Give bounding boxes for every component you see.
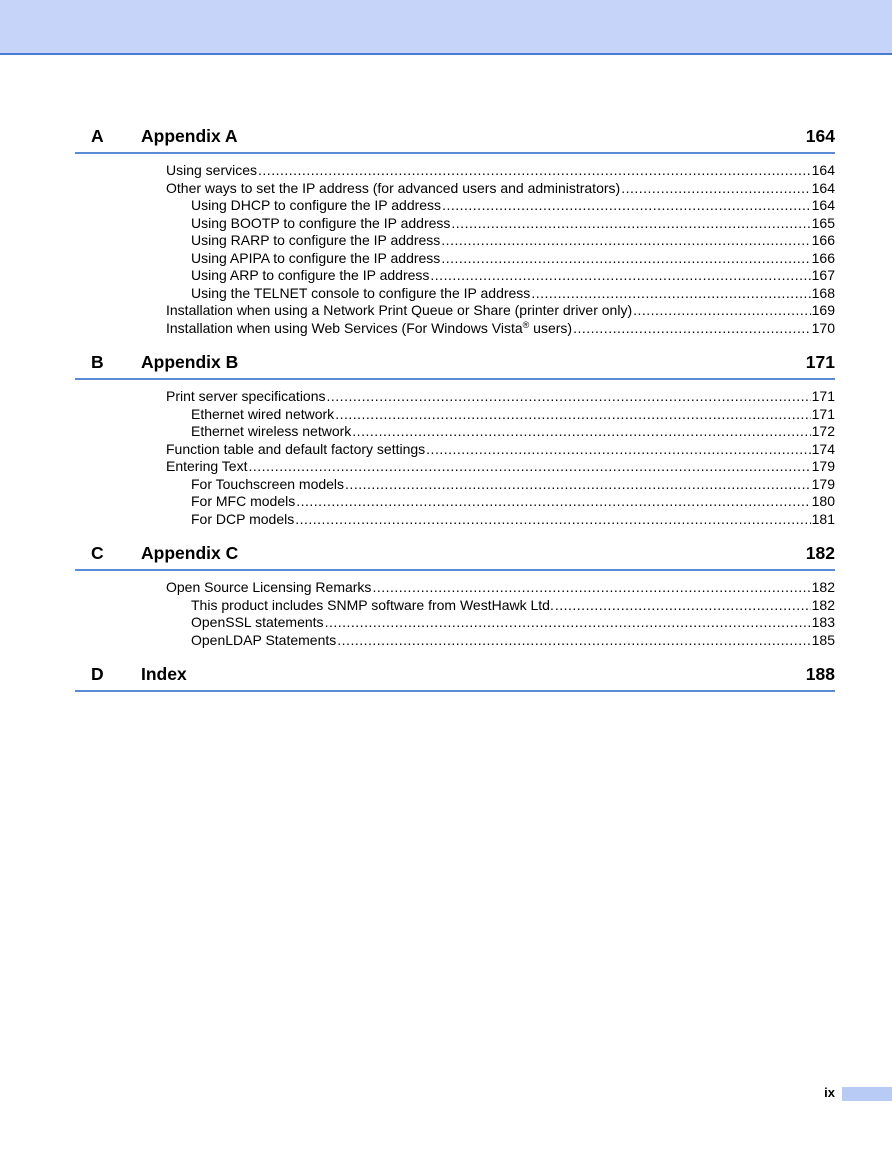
toc-entry[interactable] [75,180,835,198]
dot-leader [335,406,810,424]
toc-chapter [75,126,835,337]
entry-list [75,380,835,528]
entry-page: 165 [811,214,835,231]
toc-entry[interactable] [75,285,835,303]
dot-leader [337,632,810,650]
dot-leader [295,511,810,529]
entry-title-text: Installation when using a Network Print Queue or Share (printer driver only) [166,302,633,318]
entry-page: 164 [811,179,835,196]
entry-page: 180 [811,493,835,509]
entry-title [191,285,530,303]
entry-list [75,154,835,337]
toc-entry[interactable] [75,441,835,459]
dot-leader [258,162,811,180]
entry-page: 169 [811,302,835,318]
entry-page: 179 [811,458,835,474]
toc-entry[interactable] [75,458,835,476]
entry-title-text: OpenSSL statements [191,614,324,630]
entry-title-text: Using RARP to configure the IP address [191,232,441,248]
dot-leader [372,579,810,597]
entry-title [166,162,257,180]
entry-title [191,597,554,615]
entry-title-text: Function table and default factory settings [166,440,426,457]
toc-entry[interactable] [75,232,835,250]
dot-leader [555,597,811,615]
dot-leader [573,320,811,338]
dot-leader [345,476,811,494]
entry-title [166,320,572,338]
registered-mark: ® [522,319,530,330]
entry-title [191,632,336,650]
entry-title-text: Installation when using Web Services (For Windows Vista [166,319,523,336]
toc-entry[interactable] [75,197,835,215]
entry-page: 174 [811,440,835,457]
dot-leader [325,614,811,632]
entry-title-suffix: users) [529,319,573,336]
entry-list [75,571,835,649]
entry-title [166,579,371,597]
chapter-page: 171 [805,352,835,372]
entry-title-text: For Touchscreen models [191,475,345,492]
toc-entry[interactable] [75,302,835,320]
entry-title-text: Using APIPA to configure the IP address [191,249,441,266]
entry-title-text: Using the TELNET console to configure the IP address [191,284,531,301]
dot-leader [441,232,810,250]
entry-title-text: Entering Text [166,458,248,474]
toc-entry[interactable] [75,162,835,180]
chapter-page: 182 [805,543,835,563]
chapter-letter: B [91,352,104,372]
entry-page: 179 [811,475,835,492]
footer-tab [842,1087,892,1101]
entry-title [166,302,632,320]
toc-entry[interactable] [75,267,835,285]
dot-leader [352,423,810,441]
entry-page: 167 [811,267,835,283]
page-number: ix [824,1085,835,1100]
dot-leader [441,250,810,268]
entry-page: 182 [811,579,835,595]
entry-title [191,197,441,215]
toc-entry[interactable] [75,476,835,494]
entry-title-text: OpenLDAP Statements [191,631,337,648]
dot-leader [531,285,810,303]
entry-page: 182 [811,596,835,613]
entry-title [191,267,429,285]
entry-page: 181 [811,510,835,527]
header-band [0,0,892,55]
entry-title-text: Open Source Licensing Remarks [166,579,372,595]
chapter-heading[interactable] [75,126,835,154]
entry-page: 164 [811,162,835,178]
toc-entry[interactable] [75,250,835,268]
entry-title [191,511,294,529]
entry-title [191,215,450,233]
toc-entry[interactable] [75,511,835,529]
chapter-letter: D [91,664,104,684]
entry-page: 185 [811,631,835,648]
entry-title-text: For MFC models [191,493,296,509]
chapter-heading[interactable] [75,352,835,380]
toc-entry[interactable] [75,493,835,511]
toc-entry[interactable] [75,423,835,441]
toc-entry[interactable] [75,388,835,406]
entry-title [191,493,295,511]
chapter-letter: A [91,126,104,146]
entry-title [191,232,440,250]
dot-leader [633,302,811,320]
toc-entry[interactable] [75,614,835,632]
chapter-title: Appendix A [141,126,238,146]
entry-title-text: Using DHCP to configure the IP address [191,197,442,213]
entry-page: 171 [811,388,835,404]
entry-page: 166 [811,232,835,248]
dot-leader [451,215,810,233]
entry-title [191,406,334,424]
entry-title-text: Ethernet wired network [191,405,335,422]
entry-title-text: Using services [166,162,258,178]
entry-title-text: Other ways to set the IP address (for advanced users and administrators) [166,179,621,196]
chapter-heading[interactable] [75,664,835,692]
chapter-heading[interactable] [75,543,835,571]
dot-leader [426,441,810,459]
dot-leader [621,180,810,198]
toc-entry[interactable] [75,579,835,597]
entry-title-text: Using ARP to configure the IP address [191,267,430,283]
chapter-title: Index [141,664,187,684]
entry-title [166,441,425,459]
entry-page: 170 [811,319,835,336]
entry-title [166,180,620,198]
dot-leader [296,493,810,511]
toc-chapter [75,543,835,649]
dot-leader [430,267,810,285]
entry-title-text: For DCP models [191,510,295,527]
entry-title [166,388,326,406]
toc-entry[interactable] [75,215,835,233]
entry-title-text: This product includes SNMP software from WestHawk Ltd. [191,596,554,613]
toc-entry[interactable] [75,597,835,615]
entry-page: 183 [811,614,835,630]
entry-title [191,250,440,268]
entry-title [191,476,344,494]
table-of-contents [75,126,835,692]
toc-entry[interactable] [75,320,835,338]
entry-title [166,458,247,476]
entry-page: 171 [811,405,835,422]
entry-page: 164 [811,197,835,213]
entry-page: 168 [811,284,835,301]
dot-leader [327,388,811,406]
chapter-page: 164 [805,126,835,146]
entry-title [191,423,351,441]
entry-title-text: Print server specifications [166,388,326,404]
toc-entry[interactable] [75,632,835,650]
chapter-title: Appendix C [141,543,239,563]
entry-title-text: Using BOOTP to configure the IP address [191,214,451,231]
entry-title [191,614,324,632]
dot-leader [248,458,810,476]
chapter-title: Appendix B [141,352,239,372]
toc-entry[interactable] [75,406,835,424]
entry-title-text: Ethernet wireless network [191,423,352,439]
toc-chapter [75,664,835,692]
dot-leader [442,197,811,215]
entry-page: 172 [811,423,835,439]
chapter-letter: C [91,543,104,563]
chapter-page: 188 [805,664,835,684]
toc-chapter [75,352,835,528]
entry-page: 166 [811,249,835,266]
